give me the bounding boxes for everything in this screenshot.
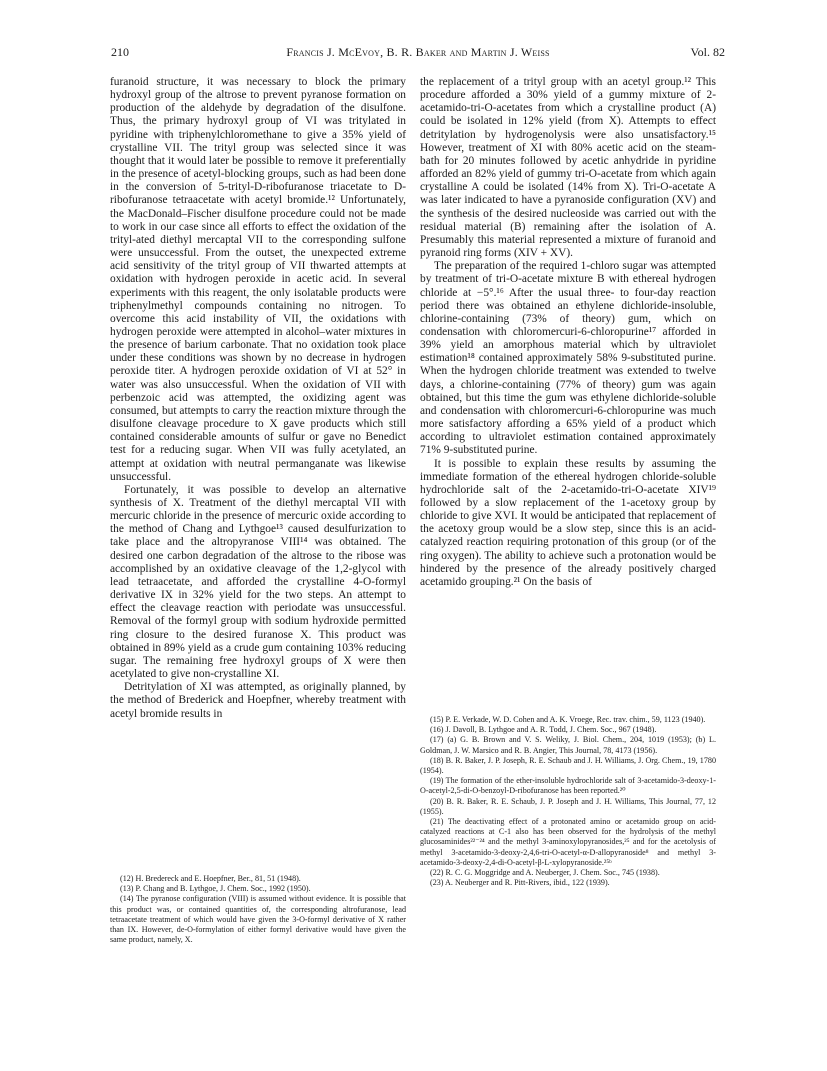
footnote: (23) A. Neuberger and R. Pitt-Rivers, ibid., 122 (1939).: [430, 878, 610, 888]
paragraph: Fortunately, it was possible to develop an alternative synthesis of X. Treatment of the diethyl mercaptal VII with mercuric chloride in the presence of mercuric oxide according to the method of Chang and Lythgoe¹³ caused desulfurization to take place and the altropyranose VIII¹⁴ was obtained. The desired one carbon degradation of the altrose to the ribose was accomplished by an oxidative cleavage of the 1,2-glycol with lead tetraacetate, and afforded the crystalline 4-O-formyl derivative IX in 32% yield for the two steps. An attempt to effect the cleavage reaction with periodate was unsuccessful. Removal of the formyl group with sodium hydroxide permitted ring closure to the desired furanose X. This product was obtained in 89% yield as a crude gum containing 103% reducing sugar. The remaining free hydroxyl groups of X were then acetylated to give non-crystalline XI.: [110, 483, 406, 681]
footnotes-left: [110, 874, 406, 945]
footnote: (16) J. Davoll, B. Lythgoe and A. R. Todd, J. Chem. Soc., 967 (1948).: [430, 725, 657, 735]
left-column: [110, 76, 406, 721]
paragraph: the replacement of a trityl group with an acetyl group.¹² This procedure afforded a 30% yield of a gummy mixture of 2-acetamido-tri-O-acetates from which a crystalline product (A) could be isolated in 12% yield (from X). Attempts to effect detritylation by hydrogenolysis were also unsatisfactory.¹⁵ However, treatment of XI with 80% acetic acid on the steam-bath for 20 minutes followed by acetic anhydride in pyridine afforded an 82% yield of gummy tri-O-acetate from which again crystalline A could be isolated (14% from X). Tri-O-acetate A was later indicated to have a pyranoside configuration (XV) and the synthesis of the desired nucleoside was carried out with the residual material (B) remaining after the isolation of A. Presumably this material represented a mixture of furanoid and pyranoid ring forms (XIV + XV).: [420, 76, 716, 260]
page-number: 210: [111, 45, 129, 59]
footnote: (15) P. E. Verkade, W. D. Cohen and A. K. Vroege, Rec. trav. chim., 59, 1123 (1940).: [430, 715, 706, 724]
paragraph: The preparation of the required 1-chloro sugar was attempted by treatment of tri-O-acetate mixture B with ethereal hydrogen chloride at −5°.¹⁶ After the usual three- to four-day reaction period there was obtained an ethylene dichloride-insoluble, chlorine-containing (73% of theory) gum, which on condensation with chloromercuri-6-chloropurine¹⁷ afforded in 39% yield an amorphous material which by ultraviolet estimation¹⁸ contained approximately 58% 9-substituted purine. When the hydrogen chloride treatment was extended to twelve days, a chlorine-containing (77% of theory) gum was again obtained, but this time the gum was ethylene dichloride-soluble and condensation with chloromercuri-6-chloropurine was much more satisfactory affording a 65% yield of a product which according to ultraviolet estimation contained approximately 71% 9-substituted purine.: [420, 260, 716, 457]
running-head: Francis J. McEvoy, B. R. Baker and Martin J. Weiss: [286, 45, 550, 59]
footnote: (18) B. R. Baker, J. P. Joseph, R. E. Schaub and J. H. Williams, J. Org. Chem., 19, 1780 (1954).: [420, 755, 716, 776]
footnote: (20) B. R. Baker, R. E. Schaub, J. P. Joseph and J. H. Williams, This Journal, 77, 12 (1955).: [420, 796, 716, 816]
footnote: (22) R. C. G. Moggridge and A. Neuberger, J. Chem. Soc., 745 (1938).: [430, 868, 660, 878]
footnote: (12) H. Bredereck and E. Hoepfner, Ber., 81, 51 (1948).: [120, 874, 301, 883]
right-column: [420, 76, 716, 589]
volume-label: Vol. 82: [690, 45, 725, 59]
footnote: (17) (a) G. B. Brown and V. S. Weliky, J. Biol. Chem., 204, 1019 (1953); (b) L. Goldman, J. W. Marsico and R. B. Angier, This Journal, 78, 4173 (1956).: [420, 735, 716, 755]
footnote: (21) The deactivating effect of a protonated amino or acetamido group on acid-catalyzed reactions at C-1 also has been observed for the hydrolysis of the methyl glucosaminides²²⁻²⁴ and the methyl 3-aminoxylopyranosides,²⁵ and for the acetolysis of methyl 3-acetamido-3-deoxy-2,4,6-tri-O-acetyl-α-D-allopyranoside⁸ and methyl 3-acetamido-3-deoxy-2,4-di-O-acetyl-β-L-xylopyranoside.²⁵ᵇ: [420, 817, 716, 867]
page-header: [111, 44, 725, 60]
footnotes-right: [420, 715, 716, 888]
paragraph: It is possible to explain these results by assuming the immediate formation of the ethereal hydrogen chloride-soluble hydrochloride salt of the 2-acetamido-tri-O-acetate XIV¹⁹ followed by a slow replacement of the 1-acetoxy group by chloride to give XVI. It would be anticipated that replacement of the acetoxy group would be a slow step, since this is an acid-catalyzed reaction requiring protonation of this group (or of the ring oxygen). The ability to achieve such a protonation would be hindered by the presence of the already positively charged acetamido grouping.²¹ On the basis of: [420, 457, 716, 588]
paragraph: Detritylation of XI was attempted, as originally planned, by the method of Brederick and Hoepfner, whereby treatment with acetyl bromide results in: [110, 681, 406, 720]
footnote: (14) The pyranose configuration (VIII) is assumed without evidence. It is possible that this product was, or contained quantities of, the corresponding altrofuranose, lead tetraacetate treatment of which would have given the 3-O-formyl derivative of X rather than IX. However, de-O-formylation of either formyl derivative would have given the same product, namely, X.: [110, 894, 406, 945]
paragraph: furanoid structure, it was necessary to block the primary hydroxyl group of the altrose to prevent pyranose formation on production of the aldehyde by degradation of the disulfone. Thus, the primary hydroxyl group of VI was tritylated in pyridine with triphenylchloromethane to give a 35% yield of crystalline VII. The trityl group was selected since it was thought that it would later be possible to remove it preferentially in the presence of acetyl-blocking groups, such as had been done in the conversion of 5-trityl-D-ribofuranose triacetate to D-ribofuranose tetraacetate with acetyl bromide.¹² Unfortunately, the MacDonald–Fischer disulfone procedure could not be made to work in our case since all efforts to effect the oxidation of the trityl-ated diethyl mercaptal VII to the corresponding sulfone were unsuccessful. From the outset, the unexpected extreme acid sensitivity of the trityl group of VII thwarted attempts at oxidation with hydrogen peroxide in acetic acid. In several experiments with this reagent, the only isolatable products were triphenylmethyl compounds containing no nitrogen. To overcome this acid instability of VII, the oxidations with hydrogen peroxide were attempted in alcohol–water mixtures in the presence of barium carbonate. That no oxidation took place under these conditions was shown by no decrease in hydrogen peroxide titer. A hydrogen peroxide oxidation of VI at 52° in water was also unsuccessful. When the oxidation of VII with perbenzoic acid was attempted, the oxidizing agent was consumed, but attempts to carry the reaction mixture through the disulfone cleavage procedure to X gave products which still contained considerable amounts of sulfur or gave no Benedict test for a reducing sugar. When VII was fully acetylated, an attempt at oxidation with neutral permanganate was likewise unsuccessful.: [110, 76, 406, 483]
footnote: (13) P. Chang and B. Lythgoe, J. Chem. Soc., 1992 (1950).: [120, 884, 311, 894]
footnote: (19) The formation of the ether-insoluble hydrochloride salt of 3-acetamido-3-deoxy-1-O-acetyl-2,5-di-O-benzoyl-D-ribofuranose has been reported.²⁰: [420, 776, 716, 796]
